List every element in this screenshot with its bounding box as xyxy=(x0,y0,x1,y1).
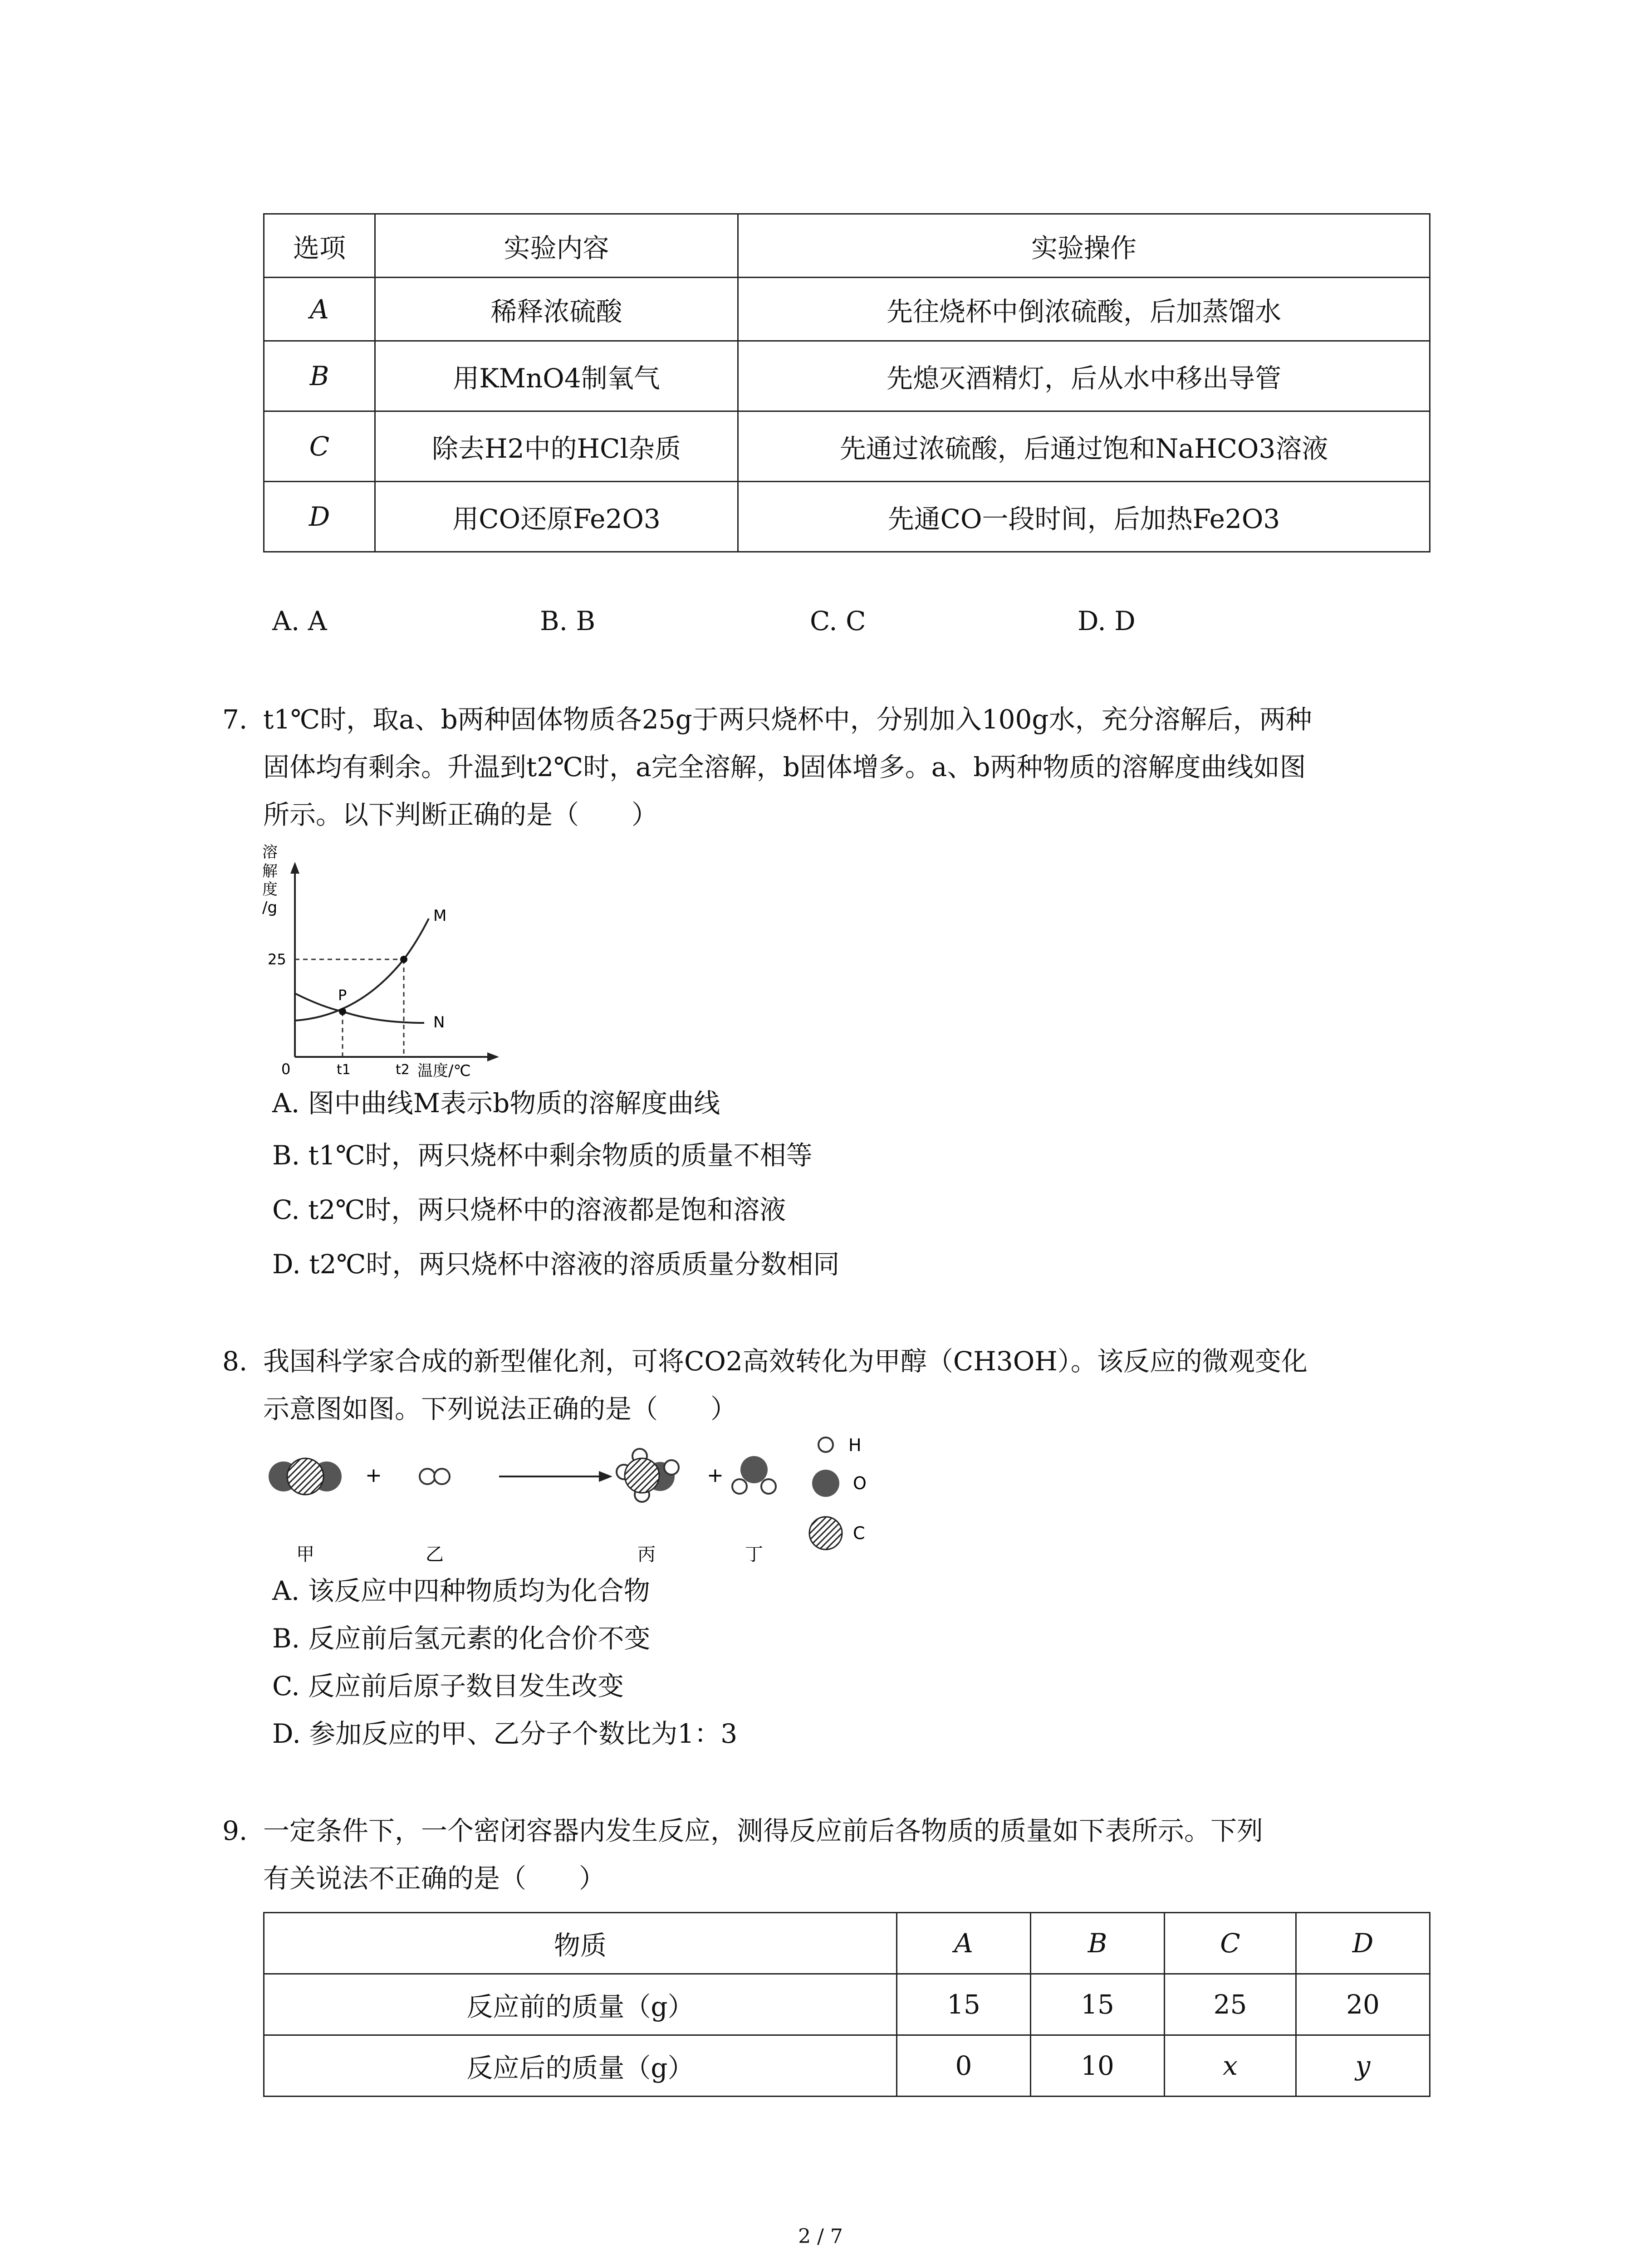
page-number: 2 / 7 xyxy=(798,2225,843,2248)
curve-n-label: N xyxy=(433,1013,445,1031)
table-cell: x xyxy=(1165,2035,1296,2097)
option-d[interactable]: D. D xyxy=(1078,606,1136,636)
table-cell: 除去H2中的HCl杂质 xyxy=(375,411,738,482)
table-cell: 先通CO一段时间，后加热Fe2O3 xyxy=(738,482,1430,552)
solubility-graph xyxy=(254,844,508,1080)
molecule-label: 甲 xyxy=(296,1544,314,1565)
q8-option-b[interactable]: B. 反应前后氢元素的化合价不变 xyxy=(272,1623,651,1654)
table-cell: 0 xyxy=(897,2035,1031,2097)
table-header: D xyxy=(1296,1913,1430,1974)
legend-o xyxy=(812,1470,839,1497)
molecule-label: 丁 xyxy=(745,1544,763,1565)
ylabel: 度 xyxy=(262,880,278,899)
table-row xyxy=(264,482,1430,552)
x-axis-arrow xyxy=(487,1052,499,1061)
table-cell: 25 xyxy=(1165,1974,1296,2035)
table-cell: 先往烧杯中倒浓硫酸，后加蒸馏水 xyxy=(738,278,1430,341)
question-8-number: 8. xyxy=(222,1346,248,1377)
table-cell: A xyxy=(264,278,375,341)
table-header: B xyxy=(1031,1913,1165,1974)
q8-option-d[interactable]: D. 参加反应的甲、乙分子个数比为1：3 xyxy=(272,1718,738,1749)
table-row xyxy=(264,2035,1430,2097)
table-header: A xyxy=(897,1913,1031,1974)
mass-table xyxy=(263,1912,1430,2097)
question-7-number: 7. xyxy=(222,704,248,735)
table-cell: y xyxy=(1296,2035,1430,2097)
legend-h xyxy=(818,1437,833,1452)
table-cell: 10 xyxy=(1031,2035,1165,2097)
q7-option-b[interactable]: B. t1℃时，两只烧杯中剩余物质的质量不相等 xyxy=(272,1140,813,1171)
reaction-diagram xyxy=(263,1431,907,1567)
table-cell: 反应前的质量（g） xyxy=(264,1974,897,2035)
table-cell: 用KMnO4制氧气 xyxy=(375,341,738,411)
question-7-line: 固体均有剩余。升温到t2℃时，a完全溶解，b固体增多。a、b两种物质的溶解度曲线如图 xyxy=(263,752,1306,782)
table-cell: D xyxy=(264,482,375,552)
table-cell: 15 xyxy=(1031,1974,1165,2035)
legend-label: O xyxy=(853,1473,867,1493)
q7-option-c[interactable]: C. t2℃时，两只烧杯中的溶液都是饱和溶液 xyxy=(272,1194,786,1225)
table-cell: 稀释浓硫酸 xyxy=(375,278,738,341)
table-cell: 20 xyxy=(1296,1974,1430,2035)
table-header: C xyxy=(1165,1913,1296,1974)
ylabel: 解 xyxy=(262,862,278,880)
curve-m-label: M xyxy=(433,907,447,925)
curve-m xyxy=(295,919,429,1021)
xlabel: 温度/℃ xyxy=(417,1062,471,1080)
question-9-line: 有关说法不正确的是（ ） xyxy=(263,1863,606,1894)
x-tick-label: t1 xyxy=(337,1062,351,1078)
legend-c xyxy=(809,1517,842,1549)
y-axis-arrow xyxy=(290,862,299,874)
point-p-label: P xyxy=(338,987,347,1004)
molecule-label: 丙 xyxy=(637,1544,656,1565)
table-row xyxy=(264,341,1430,411)
question-7-line: 所示。以下判断正确的是（ ） xyxy=(263,799,658,830)
option-a[interactable]: A. A xyxy=(272,606,327,636)
question-9-line: 一定条件下，一个密闭容器内发生反应，测得反应前后各物质的质量如下表所示。下列 xyxy=(263,1815,1264,1846)
table-cell: 反应后的质量（g） xyxy=(264,2035,897,2097)
point-t2 xyxy=(400,956,407,963)
table-row xyxy=(264,278,1430,341)
question-8-line: 示意图如图。下列说法正确的是（ ） xyxy=(263,1393,737,1424)
q8-option-a[interactable]: A. 该反应中四种物质均为化合物 xyxy=(272,1575,650,1606)
table-cell: C xyxy=(264,411,375,482)
table-row xyxy=(264,411,1430,482)
point-p xyxy=(339,1008,346,1015)
ylabel: 溶 xyxy=(262,844,278,861)
legend-label: H xyxy=(848,1435,862,1455)
table-cell: 先通过浓硫酸，后通过饱和NaHCO3溶液 xyxy=(738,411,1430,482)
table-cell: B xyxy=(264,341,375,411)
table-header: 物质 xyxy=(264,1913,897,1974)
question-7-line: t1℃时，取a、b两种固体物质各25g于两只烧杯中，分别加入100g水，充分溶解后，两种 xyxy=(263,704,1312,735)
table-cell: 用CO还原Fe2O3 xyxy=(375,482,738,552)
plus-sign: + xyxy=(365,1464,382,1487)
x-tick-label: t2 xyxy=(396,1062,410,1078)
origin-label: 0 xyxy=(281,1061,291,1078)
option-c[interactable]: C. C xyxy=(810,606,866,636)
y-tick-label: 25 xyxy=(268,951,286,968)
ylabel: /g xyxy=(262,899,278,917)
q7-option-a[interactable]: A. 图中曲线M表示b物质的溶解度曲线 xyxy=(272,1088,720,1119)
plus-sign: + xyxy=(707,1464,724,1487)
molecule-label: 乙 xyxy=(426,1544,444,1565)
table-header: 实验操作 xyxy=(738,214,1430,278)
table-header: 选项 xyxy=(264,214,375,278)
q8-option-c[interactable]: C. 反应前后原子数目发生改变 xyxy=(272,1671,624,1701)
table-cell: 15 xyxy=(897,1974,1031,2035)
option-b[interactable]: B. B xyxy=(540,606,596,636)
table-header: 实验内容 xyxy=(375,214,738,278)
experiment-table xyxy=(263,213,1430,552)
question-9-number: 9. xyxy=(222,1815,248,1846)
q7-option-d[interactable]: D. t2℃时，两只烧杯中溶液的溶质质量分数相同 xyxy=(272,1249,840,1280)
legend-label: C xyxy=(853,1523,865,1543)
question-8-line: 我国科学家合成的新型催化剂，可将CO2高效转化为甲醇（CH3OH）。该反应的微观变化 xyxy=(263,1346,1308,1377)
table-cell: 先熄灭酒精灯，后从水中移出导管 xyxy=(738,341,1430,411)
table-row xyxy=(264,1974,1430,2035)
